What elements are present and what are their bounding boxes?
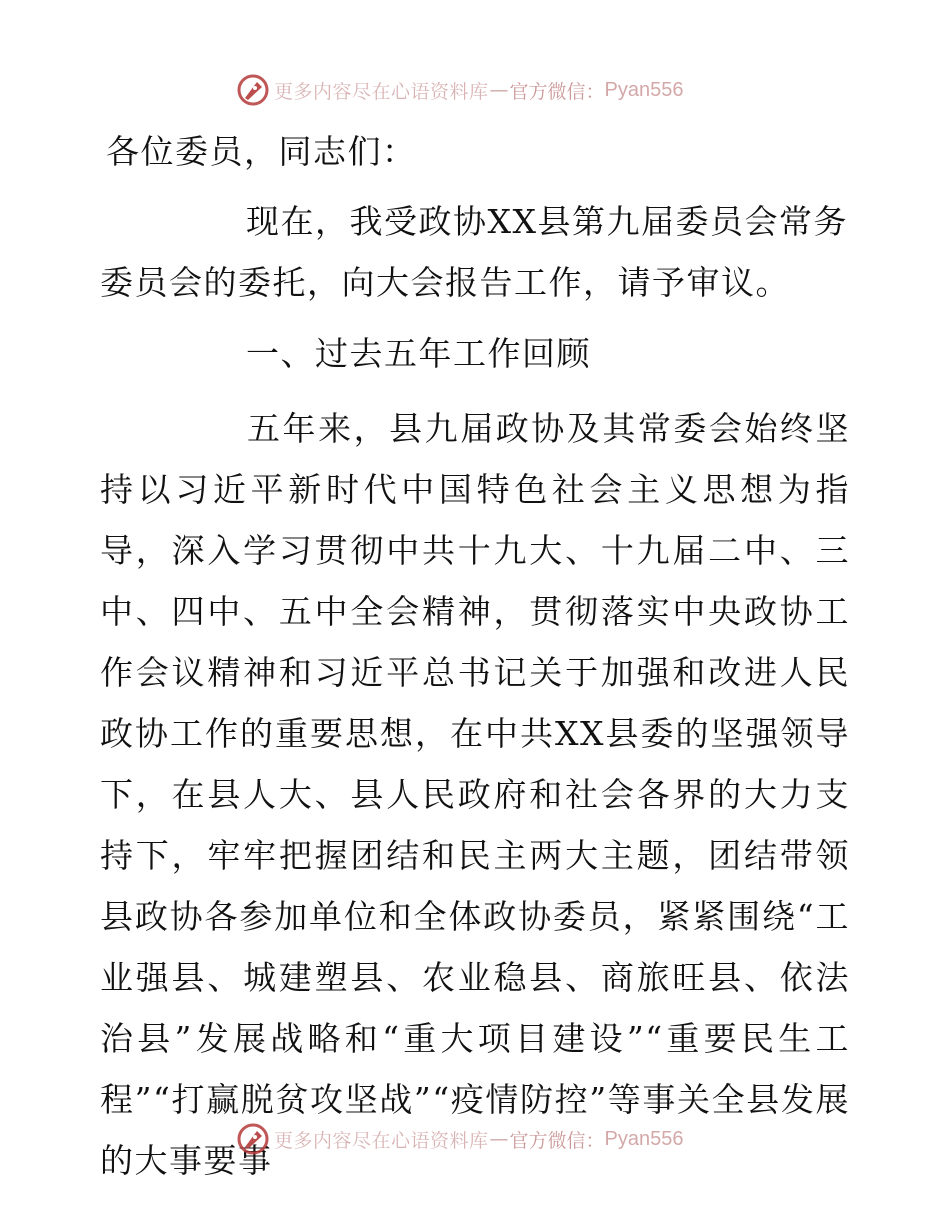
opening-paragraph-text: 现在，我受政协XX县第九届委员会常务委员会的委托，向大会报告工作，请予审议。 (100, 202, 848, 302)
watermark-wechat-id: Pyan556 (604, 1127, 684, 1150)
salutation: 各位委员，同志们： (106, 132, 417, 171)
pen-nib-logo-icon (236, 73, 270, 107)
watermark-wechat-label: 官方微信： (509, 80, 605, 103)
watermark-dash: — (489, 79, 509, 101)
watermark-site-name: 更多内容尽在心语资料库 (274, 1129, 489, 1152)
review-paragraph-text: 五年来，县九届政协及其常委会始终坚持以习近平新时代中国特色社会主义思想为指导，深入学习贯彻中共十九大、十九届二中、三中、四中、五中全会精神，贯彻落实中央政协工作会议精神和习近平总书记关于加强和改进人民政协工作的重要思想，在中共XX县委的坚强领导下，在县人大、县人民政府和社会各界的大力支持下，牢牢把握团结和民主两大主题，团结带领县政协各参加单位和全体政协委员，紧紧围绕“工业强县、城建塑县、农业稳县、商旅旺县、依法治县”发展战略和“重大项目建设”“重要民生工程”“打赢脱贫攻坚战”“疫情防控”等事关全县发展的大事要事 (100, 409, 850, 1180)
watermark-site-name: 更多内容尽在心语资料库 (274, 80, 489, 103)
footer-watermark-banner (236, 1121, 684, 1157)
header-watermark-banner (236, 72, 684, 108)
watermark-wechat-id: Pyan556 (604, 78, 684, 101)
pen-nib-logo-icon (236, 1122, 270, 1156)
review-paragraph (100, 398, 850, 1191)
watermark-dash: — (489, 1128, 509, 1150)
watermark-wechat-label: 官方微信： (509, 1129, 605, 1152)
opening-paragraph (100, 191, 850, 313)
section-heading: 一、过去五年工作回顾 (246, 334, 591, 373)
